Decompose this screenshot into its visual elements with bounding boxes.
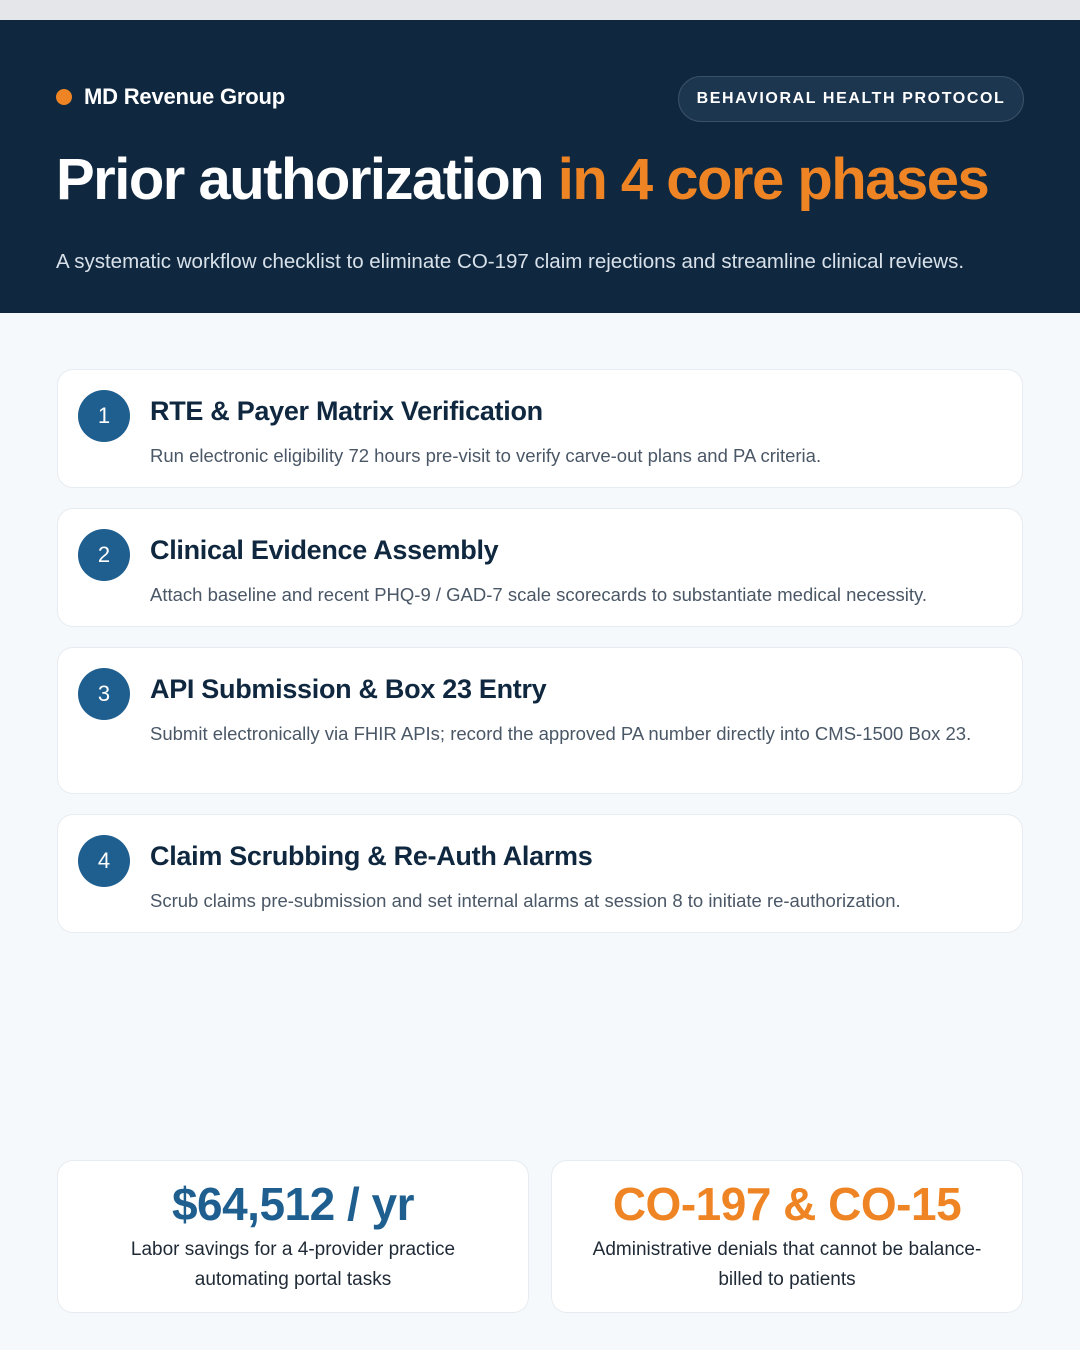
title-accent: in 4 core phases [557, 147, 989, 212]
brand [56, 84, 285, 110]
phase-card-2 [57, 508, 1023, 627]
stat-card-savings [57, 1160, 529, 1313]
phase-description: Submit electronically via FHIR APIs; record the approved PA number directly into CMS-1500 Box 23. [150, 723, 972, 744]
phase-title: RTE & Payer Matrix Verification [150, 396, 543, 426]
header-banner [0, 20, 1080, 313]
phase-title: API Submission & Box 23 Entry [150, 674, 547, 704]
stat-value: CO-197 & CO-15 [612, 1178, 962, 1230]
phase-description: Run electronic eligibility 72 hours pre-visit to verify carve-out plans and PA criteria. [150, 445, 822, 466]
phase-card-1 [57, 369, 1023, 488]
stat-label: Labor savings for a 4-provider practice automating portal tasks [130, 1239, 456, 1290]
phase-number-badge: 2 [78, 529, 130, 581]
phase-number-badge: 1 [78, 390, 130, 442]
phase-number-badge: 4 [78, 835, 130, 887]
phase-title: Clinical Evidence Assembly [150, 535, 499, 565]
brand-dot-icon [56, 89, 72, 105]
phase-card-4 [57, 814, 1023, 933]
protocol-badge: BEHAVIORAL HEALTH PROTOCOL [678, 76, 1024, 122]
page-subtitle: A systematic workflow checklist to eliminate CO-197 claim rejections and streamline clinical reviews. [56, 250, 965, 273]
stat-label: Administrative denials that cannot be balance-billed to patients [592, 1239, 982, 1290]
title-main: Prior authorization [56, 147, 544, 212]
phase-card-3 [57, 647, 1023, 794]
phase-number-badge: 3 [78, 668, 130, 720]
stat-card-denials [551, 1160, 1023, 1313]
brand-name: MD Revenue Group [84, 84, 285, 109]
phase-description: Scrub claims pre-submission and set internal alarms at session 8 to initiate re-authorization. [150, 890, 901, 911]
phase-title: Claim Scrubbing & Re-Auth Alarms [150, 841, 593, 871]
page-title [56, 146, 1036, 213]
phase-description: Attach baseline and recent PHQ-9 / GAD-7 scale scorecards to substantiate medical necessity. [150, 584, 928, 605]
stat-value: $64,512 / yr [171, 1178, 415, 1230]
top-strip [0, 0, 1080, 20]
